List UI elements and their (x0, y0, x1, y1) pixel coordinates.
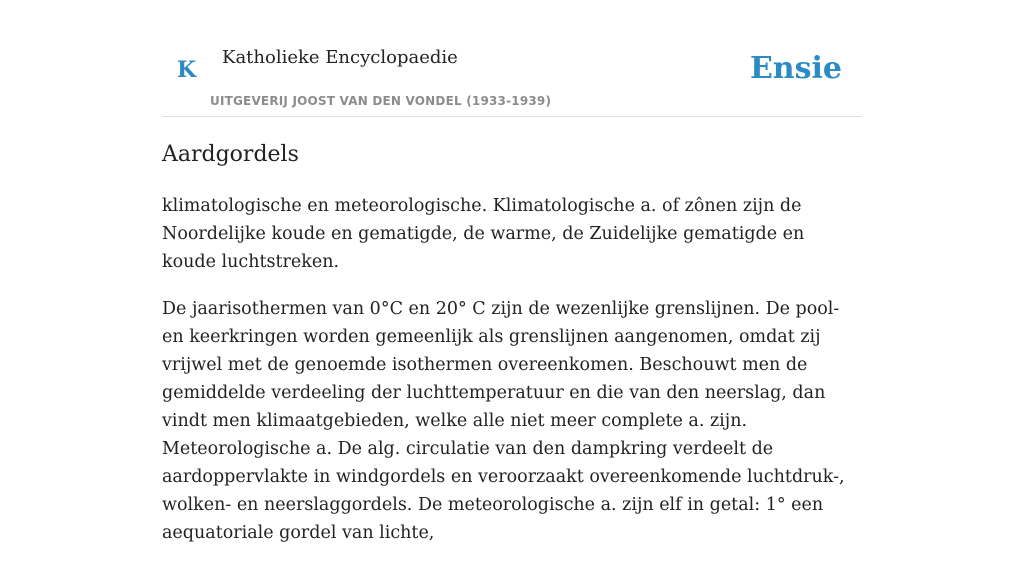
brand-logo[interactable]: Ensie (749, 51, 842, 86)
source-publisher: UITGEVERIJ JOOST VAN DEN VONDEL (1933-1939) (210, 94, 552, 108)
article-body (162, 192, 862, 566)
source-logo[interactable]: K (177, 57, 197, 83)
source-title[interactable]: Katholieke Encyclopaedie (222, 47, 458, 68)
article-title: Aardgordels (162, 142, 299, 167)
article-paragraph: klimatologische en meteorologische. Klimatologische a. of zônen zijn de Noordelijke koude en gematigde, de warme, de Zuidelijke gematigde en koude luchtstreken. (162, 196, 805, 272)
header (162, 0, 862, 117)
article-paragraph: De jaarisothermen van 0°C en 20° C zijn de wezenlijke grenslijnen. De pool- en keerkringen worden gemeenlijk als grenslijnen aangenomen, omdat zij vrijwel met de genoemde isothermen overeenkomen. Beschouwt men de gemiddelde verdeeling der luchttemperatuur en die van den neerslag, dan vindt men klimaatgebieden, welke alle niet meer complete a. zijn. Meteorologische a. De alg. circulatie van den dampkring verdeelt de aardoppervlakte in windgordels en veroorzaakt overeenkomende luchtdruk-, wolken- en neerslaggordels. De meteorologische a. zijn elf in getal: 1° een aequatoriale gordel van lichte, (162, 299, 845, 543)
